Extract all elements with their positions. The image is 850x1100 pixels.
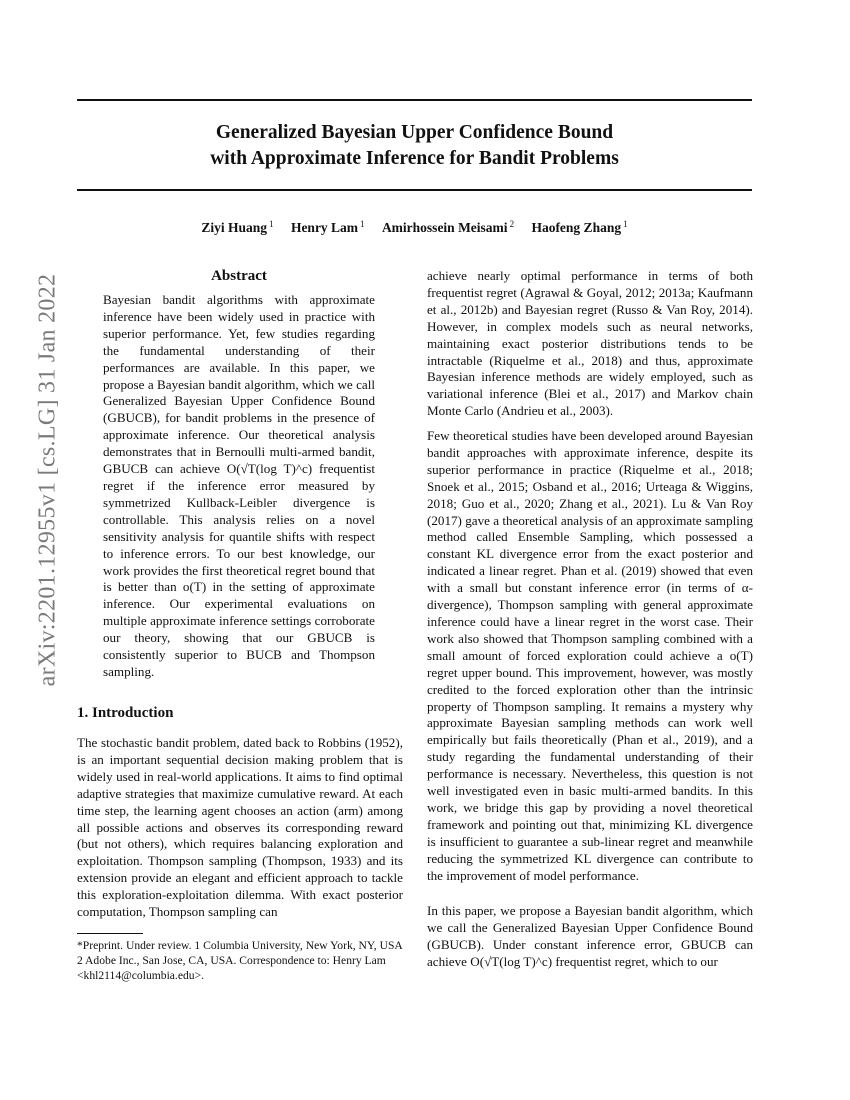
author: Ziyi Huang $^1$ — [201, 218, 274, 235]
author: Haofeng Zhang $^1$ — [531, 218, 628, 235]
author: Amirhossein Meisami $^2$ — [381, 218, 515, 235]
title-line-2: with Approximate Inference for Bandit Problems — [210, 148, 619, 169]
top-rule — [77, 99, 752, 101]
abstract-text: Bayesian bandit algorithms with approximate inference have been widely used in practice with superior performance. Yet, few studies regarding the fundamental understanding of their performances are available. In this paper, we propose a Bayesian bandit algorithm, which we call Generalized Bayesian Upper Confidence Bound (GBUCB), for bandit problems in the presence of approximate inference. Our theoretical analysis demonstrates that in Bernoulli multi-armed bandit, GBUCB can achieve O(√T(log T)^c) frequentist regret if the inference error measured by symmetrized Kullback-Leibler divergence is controllable. This analysis relies on a novel sensitivity analysis for quantile shifts with respect to inference errors. To our best knowledge, our work provides the first theoretical regret bound that is better than o(T) in the setting of approximate inference. Our experimental evaluations on multiple approximate inference settings corroborate our theory, showing that our GBUCB is consistently superior to BUCB and Thompson sampling. — [103, 292, 375, 679]
author-list — [77, 220, 752, 236]
right-paragraph-1: achieve nearly optimal performance in terms of both frequentist regret (Agrawal & Goyal, 2012; 2013a; Kaufmann et al., 2012b) and Bayesian regret (Russo & Van Roy, 2014). However, in complex models such as neural networks, maintaining exact posterior distributions tends to be intractable (Riquelme et al., 2018) and thus, approximate Bayesian inference methods are widely employed, such as variational inference (Blei et al., 2017) and Markov chain Monte Carlo (Andrieu et al., 2003). — [427, 268, 753, 419]
arxiv-stamp: arXiv:2201.12955v1 [cs.LG] 31 Jan 2022 — [34, 273, 61, 687]
abstract-heading: Abstract — [211, 268, 267, 284]
right-paragraph-2: Few theoretical studies have been developed around Bayesian bandit approaches with approximate inference, despite its superior performance in practice (Riquelme et al., 2018; Snoek et al., 2015; Osband et al., 2016; Urteaga & Wiggins, 2018; Guo et al., 2020; Zhang et al., 2021). Lu & Van Roy (2017) gave a theoretical analysis of an approximate sampling method called Ensemble Sampling, which possessed a constant KL divergence error from the exact posterior and indicated a linear regret. Phan et al. (2019) showed that even with a small but constant inference error (in terms of α-divergence), Thompson sampling with general approximate inference could have a linear regret in the worst case. Their work also showed that Thompson sampling combined with a small amount of forced exploration could achieve a o(T) regret upper bound. This improvement, however, was mostly credited to the forced exploration other than the intrinsic property of Thompson sampling. It remains a mystery why approximate Bayesian sampling methods can work well empirically but fails theoretically (Phan et al., 2019), and a study regarding the fundamental understanding of their performance is necessary. Nevertheless, this question is not well investigated even in basic multi-armed bandits. In this work, we bridge this gap by providing a novel theoretical framework and pointing out that, minimizing KL divergence is insufficient to guarantee a sub-linear regret and meanwhile reducing the symmetrized KL divergence can contribute to the improvement of model performance. — [427, 428, 753, 883]
footnote: *Preprint. Under review. 1 Columbia University, New York, NY, USA 2 Adobe Inc., San Jose, CA, USA. Correspondence to: Henry Lam <khl2114@columbia.edu>. — [77, 939, 403, 982]
footnote-rule — [77, 933, 143, 934]
section-heading-introduction: 1. Introduction — [77, 705, 174, 721]
title-line-1: Generalized Bayesian Upper Confidence Bound — [215, 122, 614, 143]
paper-title — [77, 120, 752, 172]
right-paragraph-3: In this paper, we propose a Bayesian bandit algorithm, which we call the Generalized Bayesian Upper Confidence Bound (GBUCB). Under constant inference error, GBUCB can achieve O(√T(log T)^c) frequentist regret, which to our — [427, 903, 753, 969]
author: Henry Lam $^1$ — [290, 218, 365, 235]
title-bottom-rule — [77, 189, 752, 191]
intro-paragraph: The stochastic bandit problem, dated back to Robbins (1952), is an important sequential decision making problem that is widely used in real-world applications. It aims to find optimal adaptive strategies that maximize cumulative reward. At each time step, the learning agent chooses an action (arm) among all possible actions and observes its corresponding reward (but not others), which requires balancing exploration and exploitation. Thompson sampling (Thompson, 1933) and its extension provide an elegant and efficient approach to tackle this exploration-exploitation dilemma. With exact posterior computation, Thompson sampling can — [77, 735, 403, 920]
